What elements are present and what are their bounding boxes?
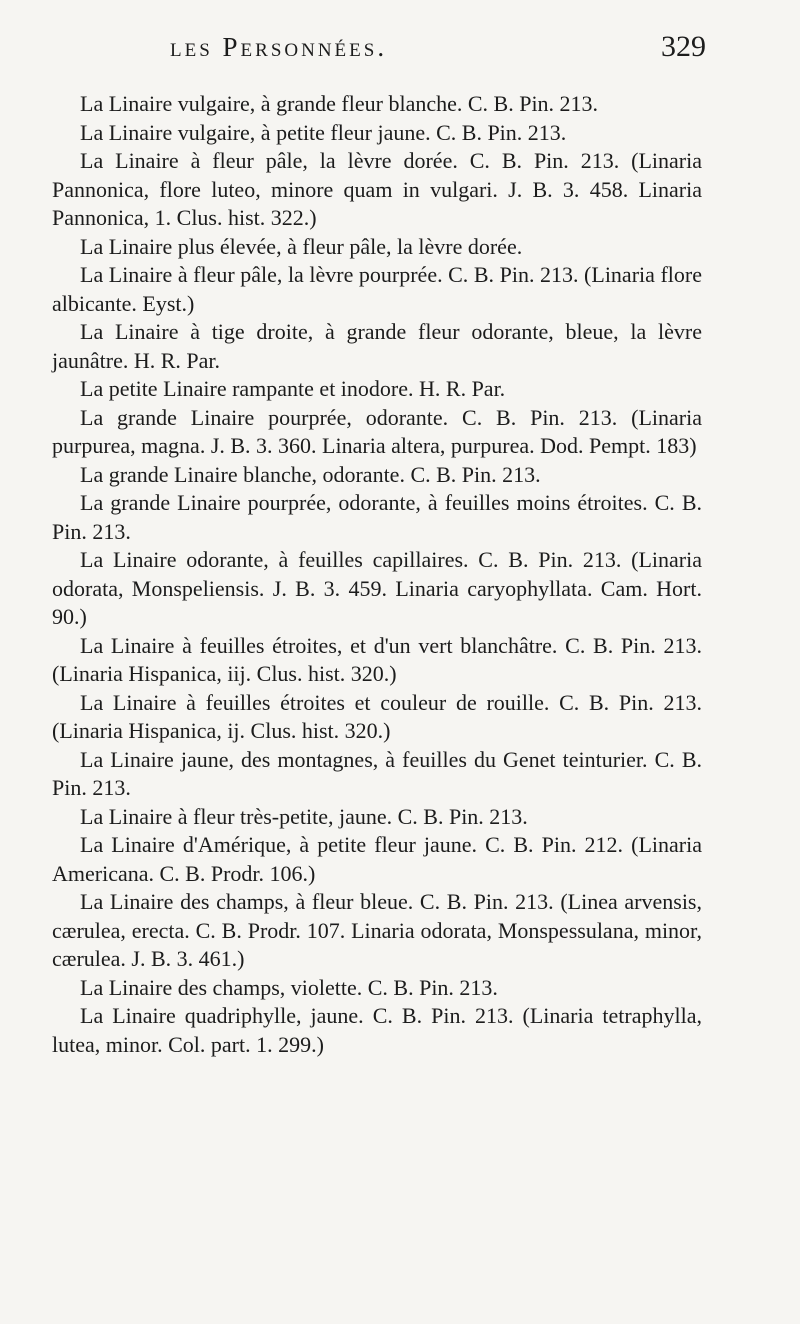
list-item: La petite Linaire rampante et inodore. H. R. Par.: [80, 376, 506, 401]
list-item: La grande Linaire pourprée, odorante. C. B. Pin. 213. (Linaria purpurea, magna. J. B. 3. 360. Linaria altera, purpurea. Dod. Pempt. 183): [52, 404, 702, 458]
list-item: La Linaire plus élevée, à fleur pâle, la lèvre dorée.: [80, 233, 523, 259]
list-item: La Linaire odorante, à feuilles capillaires. C. B. Pin. 213. (Linaria odorata, Monspeliensis. J. B. 3. 459. Linaria caryophyllata. Cam. Hort. 90.): [52, 547, 702, 629]
list-item: La Linaire d'Amérique, à petite fleur jaune. C. B. Pin. 212. (Linaria Americana. C. B. Prodr. 106.): [52, 832, 702, 886]
list-item: La grande Linaire blanche, odorante. C. B. Pin. 213.: [80, 461, 541, 487]
page-header: [52, 30, 706, 90]
list-item: La Linaire à feuilles étroites, et d'un vert blanchâtre. C. B. Pin. 213. (Linaria Hispanica, iij. Clus. hist. 320.): [52, 632, 702, 686]
running-head: les Personnées.: [170, 32, 388, 62]
list-item: La Linaire à fleur très-petite, jaune. C. B. Pin. 213.: [80, 803, 528, 829]
list-item: La grande Linaire pourprée, odorante, à feuilles moins étroites. C. B. Pin. 213.: [52, 490, 702, 544]
page-number: 329: [661, 30, 706, 63]
list-item: La Linaire à fleur pâle, la lèvre pourprée. C. B. Pin. 213. (Linaria flore albicante. Eyst.): [52, 262, 702, 316]
list-item: La Linaire quadriphylle, jaune. C. B. Pin. 213. (Linaria tetraphylla, lutea, minor. Col. part. 1. 299.): [52, 1003, 702, 1057]
list-item: La Linaire à tige droite, à grande fleur odorante, bleue, la lèvre jaunâtre. H. R. Par.: [52, 319, 702, 373]
entry-list: [52, 90, 702, 1059]
list-item: La Linaire vulgaire, à petite fleur jaune. C. B. Pin. 213.: [80, 119, 567, 145]
list-item: La Linaire des champs, à fleur bleue. C. B. Pin. 213. (Linea arvensis, cærulea, erecta. C. B. Prodr. 107. Linaria odorata, Monspessulana, minor, cærulea. J. B. 3. 461.): [52, 889, 702, 971]
list-item: La Linaire à feuilles étroites et couleur de rouille. C. B. Pin. 213. (Linaria Hispanica, ij. Clus. hist. 320.): [52, 689, 702, 743]
list-item: La Linaire vulgaire, à grande fleur blanche. C. B. Pin. 213.: [80, 91, 599, 116]
list-item: La Linaire des champs, violette. C. B. Pin. 213.: [80, 974, 498, 1000]
list-item: La Linaire jaune, des montagnes, à feuilles du Genet teinturier. C. B. Pin. 213.: [52, 746, 702, 800]
list-item: La Linaire à fleur pâle, la lèvre dorée. C. B. Pin. 213. (Linaria Pannonica, flore luteo, minore quam in vulgari. J. B. 3. 458. Linaria Pannonica, 1. Clus. hist. 322.): [52, 148, 702, 230]
